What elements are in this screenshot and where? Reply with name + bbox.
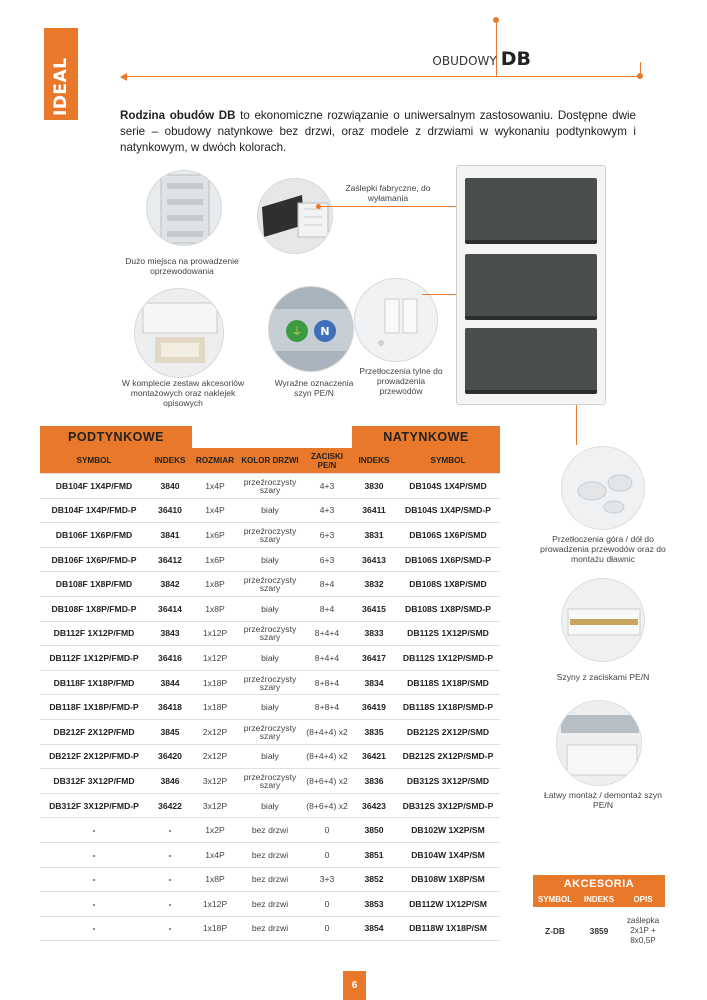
cell-rozmiar: 1x18P: [192, 671, 238, 696]
cell-kolor-drzwi: bez drzwi: [238, 892, 302, 917]
table-row: [40, 597, 500, 622]
cell-indeks-left: -: [148, 917, 192, 942]
table-row: [40, 548, 500, 573]
cell-indeks-left: 36420: [148, 745, 192, 770]
cell-zaciski: 0: [302, 843, 352, 868]
cell-zaciski: 8+4: [302, 597, 352, 622]
col-header-symbol-right: SYMBOL: [396, 448, 500, 474]
cell-symbol-left: -: [40, 843, 148, 868]
cell-indeks-right: 3830: [352, 474, 396, 499]
cell-symbol-left: DB112F 1X12P/FMD: [40, 622, 148, 647]
cell-symbol-left: DB312F 3X12P/FMD-P: [40, 794, 148, 819]
table-row: [40, 843, 500, 868]
cell-indeks-right: 36423: [352, 794, 396, 819]
cell-rozmiar: 1x6P: [192, 523, 238, 548]
cell-zaciski: 8+4: [302, 572, 352, 597]
cell-symbol-right: DB102W 1X2P/SM: [396, 818, 500, 843]
photo-pe-n-markings: [268, 286, 354, 372]
cell-indeks-right: 3834: [352, 671, 396, 696]
cell-indeks-left: -: [148, 843, 192, 868]
cell-symbol-left: DB118F 1X18P/FMD-P: [40, 695, 148, 720]
table-row: [40, 523, 500, 548]
cell-kolor-drzwi: przeźroczysty szary: [238, 523, 302, 548]
photo-knockouts: [257, 178, 333, 254]
group-header-gap: [192, 426, 352, 448]
cell-indeks-right: 3833: [352, 622, 396, 647]
cell-indeks-left: 3842: [148, 572, 192, 597]
cell-symbol-right: DB312S 3X12P/SMD: [396, 769, 500, 794]
product-table: [40, 426, 500, 941]
cell-indeks-left: -: [148, 892, 192, 917]
cell-symbol-right: DB108W 1X8P/SM: [396, 868, 500, 893]
group-header-podtynkowe: PODTYNKOWE: [40, 426, 192, 448]
cell-symbol-right: DB104W 1X4P/SM: [396, 843, 500, 868]
cell-indeks-left: 3840: [148, 474, 192, 499]
cell-indeks-left: 36414: [148, 597, 192, 622]
table-row: [40, 769, 500, 794]
photo-interior: [146, 170, 222, 246]
cell-indeks-left: 3843: [148, 622, 192, 647]
cell-indeks-right: 36419: [352, 695, 396, 720]
cell-symbol-left: DB106F 1X6P/FMD-P: [40, 548, 148, 573]
accessories-table: [533, 875, 665, 955]
cell-indeks-right: 36415: [352, 597, 396, 622]
table-row: [40, 794, 500, 819]
cell-symbol-left: -: [40, 868, 148, 893]
page-number: 6: [343, 971, 366, 1000]
cell-symbol-right: DB112S 1X12P/SMD: [396, 622, 500, 647]
table-row: [40, 892, 500, 917]
table-row: [40, 572, 500, 597]
cell-indeks-left: 36412: [148, 548, 192, 573]
cell-zaciski: (8+4+4) x2: [302, 745, 352, 770]
cell-kolor-drzwi: bez drzwi: [238, 843, 302, 868]
caption-montaz: Łatwy montaż / demontaż szyn PE/N: [544, 790, 662, 810]
col-header-symbol: SYMBOL: [40, 448, 148, 474]
cell-indeks-left: 36422: [148, 794, 192, 819]
cell-indeks-right: 36413: [352, 548, 396, 573]
intro-lead: Rodzina obudów DB: [120, 109, 236, 122]
accessories-title: AKCESORIA: [533, 875, 665, 892]
cell-zaciski: 6+3: [302, 523, 352, 548]
acc-opis: zaślepka 2x1P + 8x0,5P: [626, 916, 660, 945]
cell-symbol-right: DB118S 1X18P/SMD: [396, 671, 500, 696]
svg-text:N: N: [320, 325, 330, 338]
photo-rail-mounting: [556, 700, 642, 786]
col-header-zaciski: ZACISKI PE/N: [302, 448, 352, 474]
cell-symbol-right: DB112W 1X12P/SM: [396, 892, 500, 917]
cell-kolor-drzwi: przeźroczysty szary: [238, 769, 302, 794]
cell-kolor-drzwi: przeźroczysty szary: [238, 671, 302, 696]
cell-symbol-left: DB106F 1X6P/FMD: [40, 523, 148, 548]
cell-symbol-right: DB106S 1X6P/SMD: [396, 523, 500, 548]
cell-symbol-right: DB106S 1X6P/SMD-P: [396, 548, 500, 573]
cell-symbol-left: DB104F 1X4P/FMD-P: [40, 499, 148, 524]
cell-indeks-right: 36421: [352, 745, 396, 770]
cell-zaciski: 4+3: [302, 499, 352, 524]
cell-kolor-drzwi: biały: [238, 646, 302, 671]
cell-rozmiar: 3x12P: [192, 794, 238, 819]
cell-kolor-drzwi: przeźroczysty szary: [238, 474, 302, 499]
cell-indeks-left: 3845: [148, 720, 192, 745]
cell-symbol-left: DB108F 1X8P/FMD: [40, 572, 148, 597]
enclosure-image: [456, 165, 606, 405]
cell-rozmiar: 1x12P: [192, 892, 238, 917]
col-header-rozmiar: ROZMIAR: [192, 448, 238, 474]
photo-accessories: [134, 288, 224, 378]
cell-indeks-left: 3844: [148, 671, 192, 696]
caption-szyny: Szyny z zaciskami PE/N: [556, 672, 650, 682]
cell-symbol-left: DB212F 2X12P/FMD: [40, 720, 148, 745]
cell-kolor-drzwi: bez drzwi: [238, 868, 302, 893]
col-header-indeks-right: INDEKS: [352, 448, 396, 474]
cell-rozmiar: 1x6P: [192, 548, 238, 573]
table-row: [40, 695, 500, 720]
acc-symbol: Z-DB: [544, 926, 565, 936]
photo-top-bottom-knockouts: [561, 446, 645, 530]
table-row: [40, 917, 500, 942]
cell-kolor-drzwi: bez drzwi: [238, 818, 302, 843]
enclosure-door-1: [465, 178, 597, 244]
col-header-indeks: INDEKS: [148, 448, 192, 474]
cell-indeks-left: 36416: [148, 646, 192, 671]
cell-rozmiar: 1x4P: [192, 499, 238, 524]
cell-indeks-right: 3852: [352, 868, 396, 893]
cell-symbol-right: DB108S 1X8P/SMD: [396, 572, 500, 597]
cell-zaciski: 0: [302, 892, 352, 917]
cell-kolor-drzwi: biały: [238, 745, 302, 770]
cell-symbol-left: DB104F 1X4P/FMD: [40, 474, 148, 499]
cell-rozmiar: 1x4P: [192, 474, 238, 499]
cell-symbol-right: DB104S 1X4P/SMD-P: [396, 499, 500, 524]
cell-zaciski: 6+3: [302, 548, 352, 573]
table-row: [40, 499, 500, 524]
table-row: [40, 720, 500, 745]
cell-rozmiar: 1x18P: [192, 695, 238, 720]
cell-zaciski: (8+4+4) x2: [302, 720, 352, 745]
caption-zestaw: W komplecie zestaw akcesoriów montażowych oraz naklejek opisowych: [121, 378, 245, 408]
cell-symbol-left: DB312F 3X12P/FMD: [40, 769, 148, 794]
cell-indeks-left: 36410: [148, 499, 192, 524]
cell-indeks-left: -: [148, 818, 192, 843]
leader-zaslepki: [318, 206, 474, 207]
cell-zaciski: 3+3: [302, 868, 352, 893]
leader-dot-zaslepki: [316, 204, 321, 209]
photo-rails: [561, 578, 645, 662]
cell-kolor-drzwi: biały: [238, 695, 302, 720]
cell-zaciski: 8+4+4: [302, 622, 352, 647]
cell-rozmiar: 1x8P: [192, 597, 238, 622]
cell-symbol-right: DB112S 1X12P/SMD-P: [396, 646, 500, 671]
cell-zaciski: 8+8+4: [302, 671, 352, 696]
cell-symbol-right: DB212S 2X12P/SMD: [396, 720, 500, 745]
cell-indeks-left: 3841: [148, 523, 192, 548]
cell-rozmiar: 3x12P: [192, 769, 238, 794]
caption-gora-dol: Przetłoczenia góra / dół do prowadzenia przewodów oraz do montażu dławnic: [540, 534, 666, 564]
intro-text: to ekonomiczne rozwiązanie o uniwersalnym zastosowaniu. Dostępne dwie serie – obudowy natynkowe bez drzwi, oraz modele z drzwiami w wykonaniu podtynkowym i natynkowym, w dwóch kolorach.: [120, 109, 636, 154]
cell-indeks-right: 3831: [352, 523, 396, 548]
cell-symbol-left: -: [40, 818, 148, 843]
svg-text:⏚: ⏚: [291, 325, 303, 338]
brand-logo: [46, 32, 76, 116]
cell-symbol-left: DB112F 1X12P/FMD-P: [40, 646, 148, 671]
caption-zaslepki: Zaślepki fabryczne, do wyłamania: [345, 183, 431, 203]
cell-indeks-right: 36411: [352, 499, 396, 524]
table-row: [40, 474, 500, 499]
cell-zaciski: (8+6+4) x2: [302, 794, 352, 819]
table-row: [40, 745, 500, 770]
cell-zaciski: 0: [302, 818, 352, 843]
cell-kolor-drzwi: biały: [238, 597, 302, 622]
cell-indeks-right: 3850: [352, 818, 396, 843]
cell-symbol-right: DB118S 1X18P/SMD-P: [396, 695, 500, 720]
cell-rozmiar: 1x12P: [192, 646, 238, 671]
cell-kolor-drzwi: przeźroczysty szary: [238, 622, 302, 647]
cell-kolor-drzwi: biały: [238, 794, 302, 819]
cell-zaciski: (8+6+4) x2: [302, 769, 352, 794]
table-row: [40, 868, 500, 893]
cell-symbol-left: DB212F 2X12P/FMD-P: [40, 745, 148, 770]
cell-symbol-left: DB118F 1X18P/FMD: [40, 671, 148, 696]
cell-zaciski: 0: [302, 917, 352, 942]
intro-paragraph: [120, 108, 636, 156]
cell-symbol-left: DB108F 1X8P/FMD-P: [40, 597, 148, 622]
table-row: [40, 671, 500, 696]
photo-rear-channels: [354, 278, 438, 362]
cell-rozmiar: 1x18P: [192, 917, 238, 942]
cell-zaciski: 8+8+4: [302, 695, 352, 720]
cell-indeks-right: 3853: [352, 892, 396, 917]
acc-header-indeks: INDEKS: [577, 892, 621, 907]
cell-symbol-right: DB108S 1X8P/SMD-P: [396, 597, 500, 622]
cell-indeks-right: 3832: [352, 572, 396, 597]
brand-strip: [44, 28, 78, 120]
cell-zaciski: 8+4+4: [302, 646, 352, 671]
cell-kolor-drzwi: biały: [238, 499, 302, 524]
header-rule-tick: [640, 62, 641, 76]
cell-indeks-right: 3836: [352, 769, 396, 794]
cell-kolor-drzwi: przeźroczysty szary: [238, 572, 302, 597]
cell-zaciski: 4+3: [302, 474, 352, 499]
caption-miejsce: Dużo miejsca na prowadzenie oprzewodowania: [125, 256, 239, 276]
cell-rozmiar: 2x12P: [192, 720, 238, 745]
cell-kolor-drzwi: bez drzwi: [238, 917, 302, 942]
table-row: [40, 622, 500, 647]
brand-logo-text: IDEAL: [51, 57, 71, 116]
cell-kolor-drzwi: biały: [238, 548, 302, 573]
col-header-kolor: KOLOR DRZWI: [238, 448, 302, 474]
acc-indeks: 3859: [589, 926, 609, 936]
caption-przetloczenia: Przetłoczenia tylne do prowadzenia przewodów: [359, 366, 443, 396]
cell-symbol-left: -: [40, 917, 148, 942]
cell-symbol-left: -: [40, 892, 148, 917]
cell-rozmiar: 2x12P: [192, 745, 238, 770]
enclosure-door-2: [465, 254, 597, 320]
header-vertical-dot: [493, 17, 499, 23]
cell-rozmiar: 1x4P: [192, 843, 238, 868]
title-prefix: OBUDOWY: [432, 54, 497, 68]
table-row: [40, 646, 500, 671]
cell-indeks-left: -: [148, 868, 192, 893]
cell-rozmiar: 1x12P: [192, 622, 238, 647]
cell-symbol-right: DB118W 1X18P/SM: [396, 917, 500, 942]
table-row: [40, 818, 500, 843]
header-arrow-icon: [120, 73, 127, 81]
cell-rozmiar: 1x8P: [192, 572, 238, 597]
cell-symbol-right: DB104S 1X4P/SMD: [396, 474, 500, 499]
side-connector: [576, 405, 577, 445]
cell-rozmiar: 1x2P: [192, 818, 238, 843]
enclosure-door-3: [465, 328, 597, 394]
caption-oznaczenia: Wyraźne oznaczenia szyn PE/N: [274, 378, 354, 398]
cell-symbol-right: DB212S 2X12P/SMD-P: [396, 745, 500, 770]
cell-indeks-right: 3854: [352, 917, 396, 942]
group-header-natynkowe: NATYNKOWE: [352, 426, 500, 448]
page-title: [432, 48, 531, 70]
cell-rozmiar: 1x8P: [192, 868, 238, 893]
header-rule: [126, 76, 640, 77]
title-product: DB: [500, 48, 531, 70]
acc-header-opis: OPIS: [621, 892, 665, 907]
cell-kolor-drzwi: przeźroczysty szary: [238, 720, 302, 745]
cell-symbol-right: DB312S 3X12P/SMD-P: [396, 794, 500, 819]
cell-indeks-right: 3851: [352, 843, 396, 868]
cell-indeks-left: 36418: [148, 695, 192, 720]
acc-header-symbol: SYMBOL: [533, 892, 577, 907]
cell-indeks-left: 3846: [148, 769, 192, 794]
cell-indeks-right: 3835: [352, 720, 396, 745]
cell-indeks-right: 36417: [352, 646, 396, 671]
